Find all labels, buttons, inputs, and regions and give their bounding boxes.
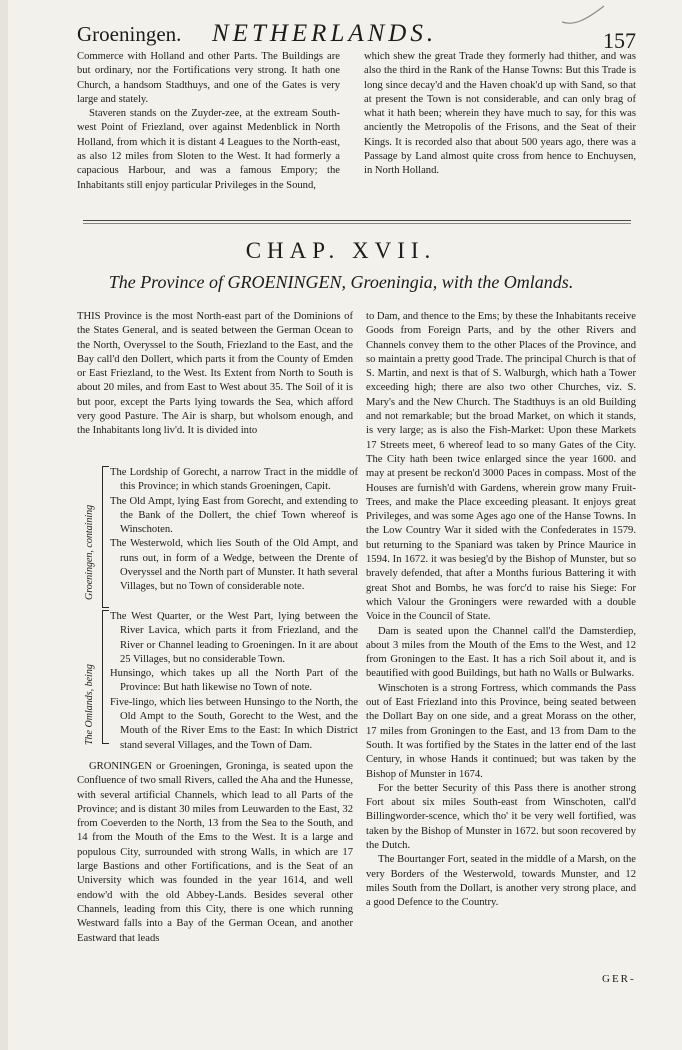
chapter-heading: CHAP. XVII. bbox=[245, 238, 437, 263]
paragraph: THIS Province is the most North-east part of the Dominions of the States General, and is seated between the German Ocean to the North, Overyssel to the South, Friezland to the East, and the Bay call'd den Dollert, which parts it from the County of Emden or East Friezland, to the West. Its Extent from North to South is about 20 miles, and from East to West about 35. The Soil of it is but poor, except the Parts lying towards the Sea, which afford very good Pasture. The Air is sharp, but wholsom enough, and the Inhabitants long liv'd. It is divided into bbox=[77, 311, 353, 437]
list-item: The Lordship of Gorecht, a narrow Tract in the middle of this Province; in which stands Groeningen, Capit. bbox=[110, 467, 358, 493]
running-head-left: Groeningen. bbox=[77, 22, 182, 46]
paragraph: Staveren stands on the Zuyder-zee, at the extream South-west Point of Friezland, over against Medenblick in North Holland, from which it is distant 4 Leagues to the North-east, as also 12 miles from Sloten to the West. It had formerly a capacious Harbour, and was a famous Empory; the Inhabitants still enjoy particular Privileges in the Sound, bbox=[77, 108, 340, 191]
paragraph: to Dam, and thence to the Ems; by these the Inhabitants receive Goods from Foreign Parts, and by the other Rivers and Channels convey them to the other Places of the Province, and so maintain a pretty good Trade. The principal Church is that of S. Martin, and next is that of S. Walburgh, which hath a Tower exceeding high; there are also two other Churches, viz. S. Mary's and the New Church. The Stadthuys is an old Building and not remarkable; but the broad Market, on which it stands, is very large; as is also the Fish-Market: Upon these Markets 17 Streets meet, 6 whereof lead to so many Gates of the City. The City hath been twice enlarged since the year 1600. and may at present be reckon'd 3000 Paces in compass. Most of the Houses are furnish'd with Gardens, wherein grow many Fruit-Trees, and make the Place exceeding pleasant. It enjoys great Privileges, and was some Ages ago one of the Hanse Towns. In the Low Country War it sided with the Confederates in 1579. but returning to the Spaniard was taken by Prince Maurice in 1594. In 1672. it was besieg'd by the Bishop of Munster, but so bravely defended, that after a Months furious Battering it with great Shot and Bombs, he was forc'd to raise his Siege: For which Valour the Groningers were rewarded with a double Voice in the Council of State. bbox=[366, 311, 636, 623]
brace bbox=[102, 610, 109, 744]
bracket-list-groeningen bbox=[110, 466, 358, 595]
section-rule-thin bbox=[83, 223, 631, 224]
top-right-column bbox=[364, 50, 636, 179]
list-item: Hunsingo, which takes up all the North Part of the Province: But hath likewise no Town of note. bbox=[110, 668, 358, 694]
bracket-list-omlands bbox=[110, 610, 358, 753]
brace bbox=[102, 466, 109, 608]
list-item: The Old Ampt, lying East from Gorecht, and extending to the Bank of the Dollert, the chief Town whereof is Winschoten. bbox=[110, 495, 358, 536]
paragraph: For the better Security of this Pass there is another strong Fort about six miles South-east from Winschoten, call'd Billingworder-scence, which tho' it be very well fortified, was taken by the Bishop of Munster in 1672. but soon recovered by the Dutch. bbox=[366, 782, 636, 851]
bracket-label-omlands: The Omlands, being bbox=[84, 664, 95, 745]
running-head-title: NETHERLANDS. bbox=[212, 20, 438, 47]
right-column bbox=[366, 310, 636, 910]
page-number: 157 bbox=[603, 28, 636, 53]
paragraph: GRONINGEN or Groeningen, Groninga, is seated upon the Confluence of two small Rivers, called the Aha and the Hunesse, with several artificial Channels, which lead to all Parts of the Province; and is distant 30 miles from Leuwarden to the East, 32 from Coeverden to the North, 13 from the Sea to the South, and 14 from the Mouth of the Ems to the West. It is a large and populous City, surrounded with strong Walls, in which are 17 large Bastions and other Fortifications, and is the Seat of an University which was founded in the year 1614, and well endow'd with the old Abbey-Lands. Besides several other Channels, leading from this City, there is one which running Westward falls into a Bay of the German Ocean, and another Eastward that leads bbox=[77, 761, 353, 944]
paragraph: Commerce with Holland and other Parts. The Buildings are but ordinary, nor the Fortifications very strong. It hath one Church, a handsom Stadthuys, and one of the Gates is very large and stately. bbox=[77, 51, 340, 105]
section-rule bbox=[83, 220, 631, 221]
pencil-mark bbox=[560, 4, 606, 28]
paragraph: Dam is seated upon the Channel call'd the Damsterdiep, about 3 miles from the Mouth of the Ems to the West, and 12 from Groningen to the East. It has a rich Soil about it, and is beautified with good Buildings, but hath no Walls or Bulwarks. bbox=[366, 625, 636, 680]
left-groningen bbox=[77, 760, 353, 946]
paragraph: The Bourtanger Fort, seated in the middle of a Marsh, on the very Borders of the Westerwold, towards Munster, and 12 miles South from the Dollart, is another very strong place, and a good Defence to the Country. bbox=[366, 854, 636, 909]
top-left-column bbox=[77, 50, 340, 193]
list-item: The Westerwold, which lies South of the Old Ampt, and runs out, in form of a Wedge, between the Drente of Overyssel and the North part of Munster. It hath several Villages, but no Town of considerable note. bbox=[110, 538, 358, 593]
catchword: GER- bbox=[602, 973, 636, 985]
page-edge bbox=[0, 0, 8, 1050]
bracket-label-groeningen: Groeningen, containing bbox=[84, 504, 95, 600]
paragraph: which shew the great Trade they formerly had thither, and was also the third in the Rank of the Hanse Towns: But this Trade is long since decay'd and the Haven choak'd up with Sand, so that at present the Town is not considerable, and can only brag of what it hath been; wherein they have much to say, for this was anciently the Metropolis of the Frisons, and the Seat of their Kings. It is recorded also that about 500 years ago, there was a Passage by Land almost quite cross from hence to Enchuysen, in North Holland. bbox=[364, 51, 636, 177]
left-intro bbox=[77, 310, 353, 439]
paragraph: Winschoten is a strong Fortress, which commands the Pass out of East Friezland into this Province, being seated between the Dollart Bay on one side, and a great Morass on the other, 17 miles from Groningen to the East, and 13 from Dam to the South. It was fortified by the States in the latter end of the last Century, in whose Hands it continued; but was taken by the Bishop of Munster in 1674. bbox=[366, 682, 636, 780]
list-item: Five-lingo, which lies between Hunsingo to the North, the Old Ampt to the South, Gorecht to the West, and the Mouth of the River Ems to the East: In which District stand several Villages, and the Town of Dam. bbox=[110, 696, 358, 751]
list-item: The West Quarter, or the West Part, lying between the River Lavica, which parts it from Friezland, and the River or Channel leading to Groeningen. In it are about 25 Villages, but no considerable Town. bbox=[110, 611, 358, 665]
chapter-subtitle: The Province of GROENINGEN, Groeningia, with the Omlands. bbox=[108, 272, 574, 292]
